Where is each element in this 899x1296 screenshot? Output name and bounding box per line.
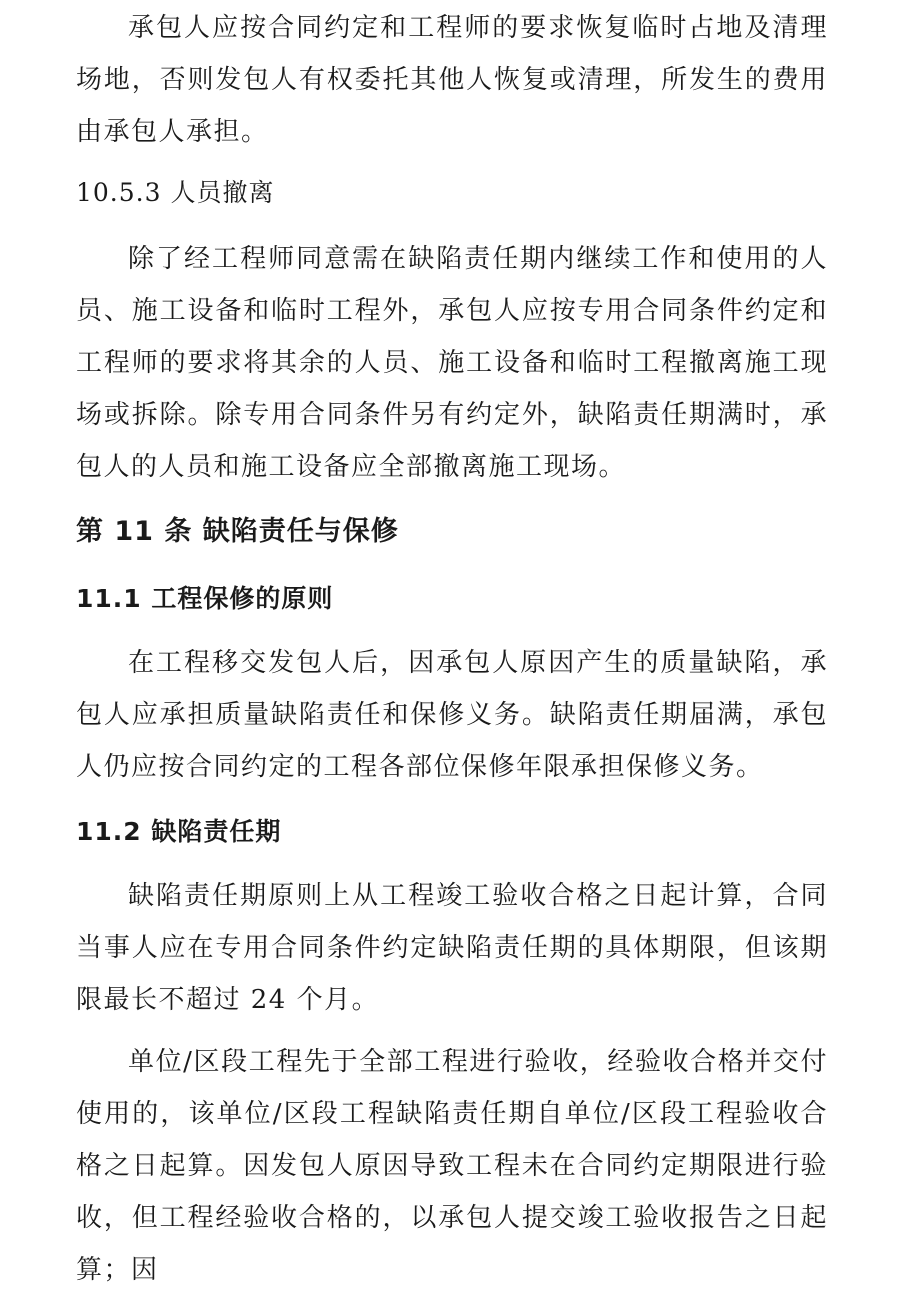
paragraph-warranty-principle: 在工程移交发包人后，因承包人原因产生的质量缺陷，承包人应承担质量缺陷责任和保修义务。缺陷责任期届满，承包人仍应按合同约定的工程各部位保修年限承担保修义务。 [76,648,828,782]
paragraph-site-restoration: 承包人应按合同约定和工程师的要求恢复临时占地及清理场地，否则发包人有权委托其他人恢复或清理，所发生的费用由承包人承担。 [76,13,828,147]
section-heading-11-2: 11.2 缺陷责任期 [76,817,282,846]
paragraph-defect-period: 缺陷责任期原则上从工程竣工验收合格之日起计算，合同当事人应在专用合同条件约定缺陷责任期的具体期限，但该期限最长不超过 24 个月。 [76,881,828,1015]
section-heading-10-5-3: 10.5.3 人员撤离 [76,178,275,207]
section-heading-11-1: 11.1 工程保修的原则 [76,584,334,613]
article-heading-11: 第 11 条 缺陷责任与保修 [76,516,399,547]
paragraph-personnel-withdrawal: 除了经工程师同意需在缺陷责任期内继续工作和使用的人员、施工设备和临时工程外，承包人应按专用合同条件约定和工程师的要求将其余的人员、施工设备和临时工程撤离施工现场或拆除。除专用合同条件另有约定外，缺陷责任期满时，承包人的人员和施工设备应全部撤离施工现场。 [76,244,828,482]
paragraph-unit-section-acceptance: 单位/区段工程先于全部工程进行验收，经验收合格并交付使用的，该单位/区段工程缺陷责任期自单位/区段工程验收合格之日起算。因发包人原因导致工程未在合同约定期限进行验收，但工程经验收合格的，以承包人提交竣工验收报告之日起算；因 [76,1047,828,1285]
